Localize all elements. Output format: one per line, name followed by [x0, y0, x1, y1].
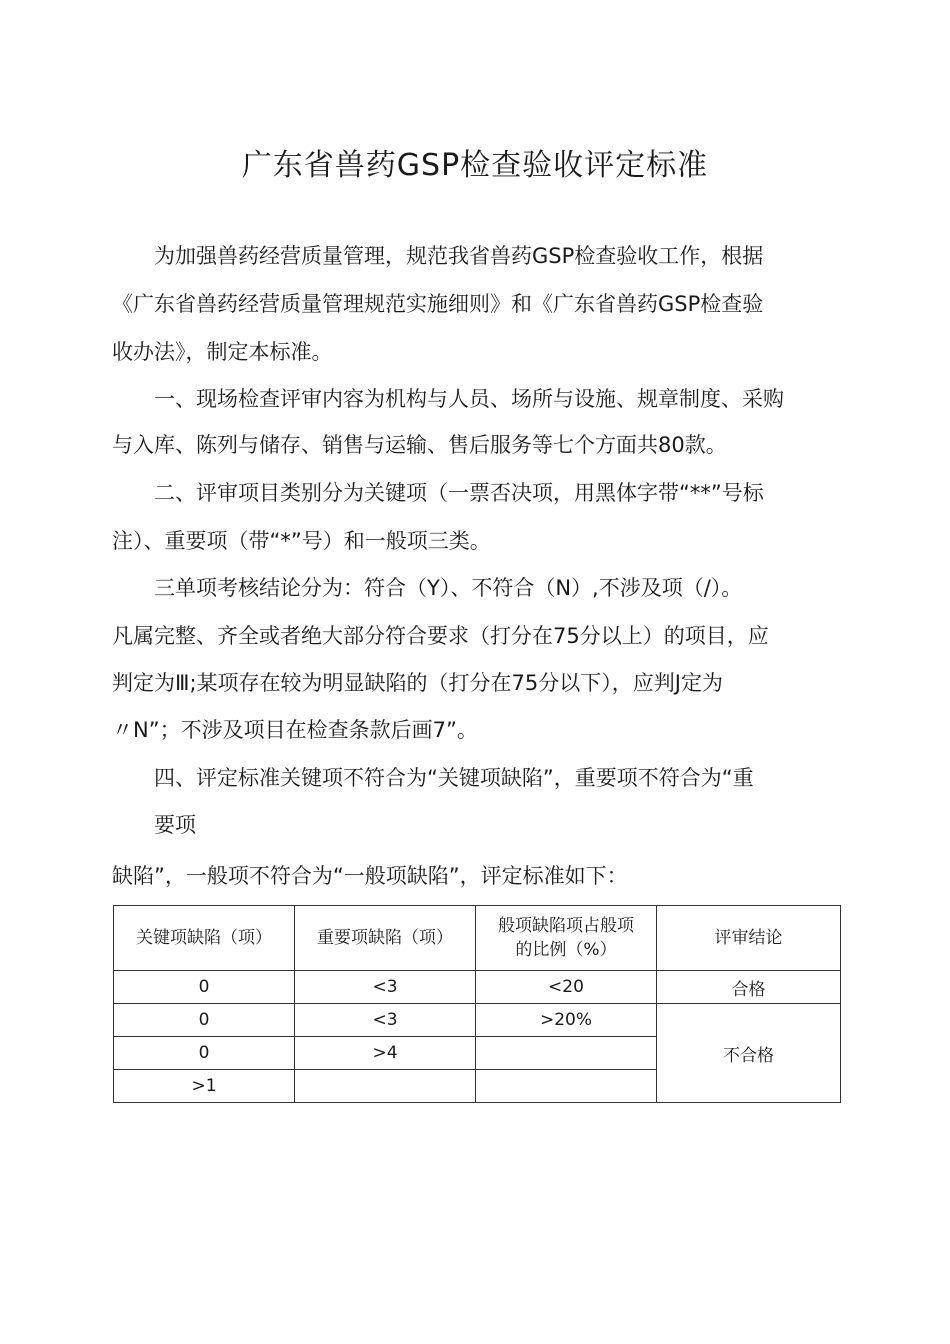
paragraph-line: 〃N”；不涉及项目在检查条款后画7”。	[112, 718, 478, 742]
table-cell: 0	[114, 971, 295, 1004]
paragraph-line: 二、评审项目类别分为关键项（一票否决项，用黑体字带“**”号标	[112, 481, 764, 505]
header-key-defects: 关键项缺陷（项）	[114, 906, 295, 971]
table-cell: <20	[476, 971, 657, 1004]
paragraph-line: 要项	[112, 813, 196, 837]
paragraph-line: 收办法》，制定本标准。	[112, 340, 333, 364]
conclusion-pass: 合格	[657, 971, 841, 1004]
table-cell	[476, 1070, 657, 1103]
paragraph-line: 缺陷”，一般项不符合为“一般项缺陷”，评定标准如下：	[112, 864, 628, 888]
table-cell: <3	[295, 971, 476, 1004]
table-cell: 0	[114, 1037, 295, 1070]
header-major-defects: 重要项缺陷（项）	[295, 906, 476, 971]
table-cell: 0	[114, 1004, 295, 1037]
table-cell: >20%	[476, 1004, 657, 1037]
paragraph-line: 四、评定标准关键项不符合为“关键项缺陷”，重要项不符合为“重	[112, 766, 754, 790]
table-cell	[295, 1070, 476, 1103]
paragraph-line: 与入库、陈列与储存、销售与运输、售后服务等七个方面共80款。	[112, 433, 727, 457]
header-conclusion: 评审结论	[657, 906, 841, 971]
conclusion-fail: 不合格	[657, 1004, 841, 1103]
table-cell: >4	[295, 1037, 476, 1070]
evaluation-criteria-table	[113, 905, 841, 1103]
header-general-defect-ratio: 般项缺陷项占般项的比例（%）	[476, 906, 657, 971]
table-row	[114, 1004, 841, 1037]
document-title: 广东省兽药GSP检查验收评定标准	[241, 148, 709, 183]
table-header-row	[114, 906, 841, 971]
table-cell: <3	[295, 1004, 476, 1037]
paragraph-line: 注）、重要项（带“*”号）和一般项三类。	[112, 529, 491, 553]
paragraph-line: 三单项考核结论分为：符合（Y）、不符合（N）,不涉及项（/）。	[112, 576, 743, 600]
table-cell: >1	[114, 1070, 295, 1103]
table-row	[114, 971, 841, 1004]
paragraph-line: 一、现场检查评审内容为机构与人员、场所与设施、规章制度、采购	[112, 387, 784, 411]
paragraph-line: 为加强兽药经营质量管理，规范我省兽药GSP检查验收工作，根据	[112, 244, 764, 268]
paragraph-line: 凡属完整、齐全或者绝大部分符合要求（打分在75分以上）的项目，应	[112, 624, 769, 648]
paragraph-line: 判定为Ⅲ;某项存在较为明显缺陷的（打分在75分以下），应判J定为	[112, 671, 723, 695]
paragraph-line: 《广东省兽药经营质量管理规范实施细则》和《广东省兽药GSP检查验	[112, 292, 764, 316]
table-cell	[476, 1037, 657, 1070]
